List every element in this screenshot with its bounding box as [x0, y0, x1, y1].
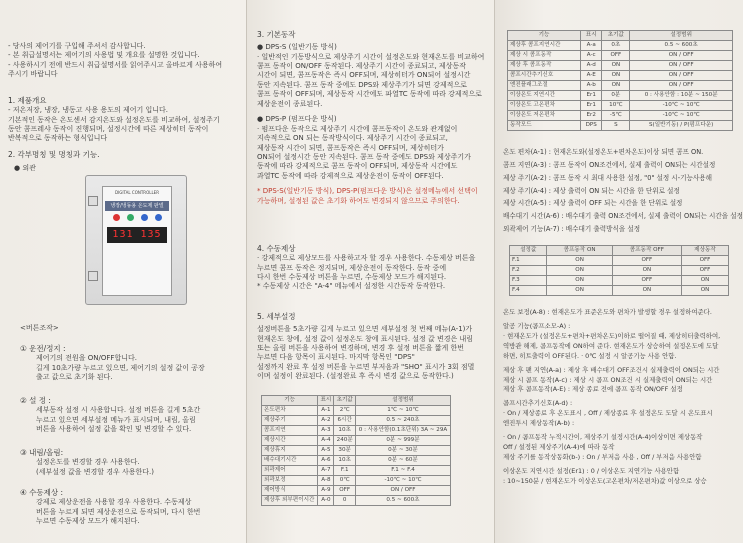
table-cell: 엔진플래그조절 — [508, 81, 581, 91]
intro-line: - 본 취급설명서는 제어기의 사용법 및 개요를 설명한 것입니다. — [8, 51, 200, 60]
table-cell: F.1 ~ F.4 — [355, 466, 450, 476]
button-item-line: 버튼을 사용하여 설정 값을 확인 및 변경할 수 있다. — [36, 425, 192, 433]
table-cell: 제상주기 — [262, 416, 318, 426]
table-row — [508, 61, 733, 71]
table-cell: -10℃ ~ 10℃ — [355, 476, 450, 486]
table-row — [510, 286, 729, 296]
button-item-line: 길게 10초가량 누르고 있으면, 제어기의 설정 값이 공장 — [36, 363, 205, 372]
button-item-line: 제어기의 전원을 ON/OFF합니다. — [36, 354, 137, 363]
button-item — [20, 344, 205, 382]
table-row — [508, 101, 733, 111]
table-cell: ON — [547, 256, 612, 266]
table-cell: F.4 — [510, 286, 547, 296]
table-cell: A-7 — [318, 466, 334, 476]
table-header: 표시 — [581, 31, 602, 41]
table-cell: A-6 — [318, 456, 334, 466]
definitions-block — [503, 146, 743, 236]
table-cell: 콤프시간추기신호 — [508, 71, 581, 81]
settings-table-b — [507, 30, 733, 131]
dps-s-line: 시간이 되면, 콤프동작은 즉시 OFF되며, 제상히터가 ON되어 설정시간 — [257, 71, 471, 80]
dps-s-title: ● DPS-S (일반기동 방식) — [257, 43, 337, 52]
intro-line: - 당사의 제어기를 구입해 주셔서 감사합니다. — [8, 42, 146, 50]
definition-line: : 10~150분 / 현재온도가 이상온도(고온편차/저온편차)값 이상으로 상승 — [503, 476, 707, 485]
table-header: 초기값 — [602, 31, 630, 41]
table-cell: F.1 — [510, 256, 547, 266]
table-cell: ON / OFF — [630, 81, 733, 91]
buttons-title: <버튼조작> — [20, 324, 59, 332]
table-header-row — [508, 31, 733, 41]
definition-line: 엔진투시 제상동작(A-b) : — [503, 419, 575, 428]
definition-line: 제상 주기(A-2) : 콤프 동작 시 최대 사용한 설정, "0" 설정 시-기능사용해 — [503, 173, 712, 182]
definition-line: 외곽제어 기능(A-7) : 배수대기 출력방식을 설정 — [503, 225, 641, 234]
table-cell: 콤프지연 — [262, 426, 318, 436]
table-cell: 온도편차 — [262, 406, 318, 416]
section-1-line: 반복적으로 동작하는 형식입니다 — [8, 134, 108, 143]
table-cell: -5℃ — [602, 111, 630, 121]
button-item-line: 강제로 제상운전을 사용할 경우 사용한다. 수동제상 — [36, 498, 192, 507]
table-cell: OFF — [602, 51, 630, 61]
hinge — [88, 196, 98, 206]
table-row — [508, 51, 733, 61]
table-cell: ON — [602, 61, 630, 71]
table-cell: 0분 — [602, 91, 630, 101]
table-cell: OFF — [681, 266, 728, 276]
dps-s-line: 제상운전이 종료된다. — [257, 99, 323, 108]
dps-s-line: 동안 지속된다. 콤프 동작 중에도 DPS와 제상주기가 되면 강제적으로 — [257, 80, 467, 89]
table-cell: OFF — [612, 256, 681, 266]
table-cell: A-5 — [318, 446, 334, 456]
device-display: 131 135 — [107, 227, 167, 243]
button-item — [20, 448, 154, 477]
set-button-dot — [127, 214, 134, 221]
section-2-sub: ● 외관 — [14, 164, 36, 173]
table-cell: A-1 — [318, 406, 334, 416]
section-3-title: 3. 기본동작 — [257, 30, 296, 39]
button-item-title: ④ 수동제상 : — [20, 488, 63, 497]
dps-p-line: 제상동작 시간이 되면, 콤프동작은 즉시 OFF되며, 제상히터가 — [257, 143, 444, 152]
button-item-title: ① 운전/정지 : — [20, 344, 66, 353]
table-header: 기능 — [508, 31, 581, 41]
device-panel — [102, 186, 172, 296]
table-cell: 외곽보정 — [262, 476, 318, 486]
button-item-line: (세부설정 값을 변경할 경우 사용한다.) — [36, 467, 155, 476]
table-cell: A-9 — [318, 486, 334, 496]
table-cell: F.2 — [510, 266, 547, 276]
dps-p-line: 과열TC 동작에 따라 강제적으로 제상운전이 동작이 OFF된다. — [257, 171, 444, 180]
table-cell: 동작모드 — [508, 121, 581, 131]
button-item-line: 버튼을 누르게 되면 제상운전으로 동작되며, 다시 한번 — [36, 507, 201, 516]
dps-p-line: · 펌프다운 동작으로 제상주기 시간에 콤프동작이 온도와 관계없이 — [257, 124, 458, 133]
dps-s-line: · 일반적인 기동방식으로 제상주기 시간이 설정온도와 현재온도를 비교하여 — [257, 52, 485, 61]
intro-line: 주시기 바랍니다 — [8, 70, 58, 79]
table-cell: 30분 — [334, 446, 356, 456]
table-cell: A-2 — [318, 416, 334, 426]
table-cell: ON — [602, 81, 630, 91]
button-item — [20, 488, 200, 526]
table-cell: 0 — [334, 496, 356, 506]
table-cell: 0분 ~ 60분 — [355, 456, 450, 466]
table-cell: 0.5 ~ 600초 — [630, 41, 733, 51]
note-line: * DPS-S(일반기동 방식), DPS-P(펌프다운 방식)은 설정메뉴에서 선택이 — [257, 187, 478, 196]
section-5-line: 누르면 다음 항목이 표시된다. 마지막 항목인 "DPS" — [257, 353, 415, 362]
definition-line: 역방관 해제, 콤프동작에 ON하여 준다. 현재온도가 상승하여 설정온도에 도달 — [503, 341, 719, 350]
table-cell: OFF — [681, 256, 728, 266]
table-cell: ON — [602, 71, 630, 81]
table-row — [510, 276, 729, 286]
page-3 — [495, 0, 743, 543]
intro-line: - 사용하시기 전에 반드시 취급설명서를 읽어주시고 올바르게 사용하여 — [8, 60, 223, 69]
section-4 — [257, 244, 475, 292]
section-4-title: 4. 수동제상 — [257, 244, 296, 253]
table-cell: 이상온도 고온편차 — [508, 101, 581, 111]
table-cell: 240분 — [334, 436, 356, 446]
table-row — [262, 496, 451, 506]
definition-line: 제상 후 팬 지연(A-a) : 제상 후 배수대기 OFF조건시 실제출력이 ON되는 시간 — [503, 365, 720, 374]
dps-p-title: ● DPS-P (펌프다운 방식) — [257, 115, 337, 124]
table-row — [262, 456, 451, 466]
table-cell: 제상시간 — [262, 436, 318, 446]
table-cell: A-E — [581, 71, 602, 81]
up-button-dot — [155, 214, 162, 221]
table-header: 표시 — [318, 396, 334, 406]
table-header: 설정범위 — [630, 31, 733, 41]
dps-s-line: 콤프 동작이 ON/OFF 동작된다. 제상주기 시간이 종료되고, 제상동작 — [257, 62, 466, 70]
table-cell: S(일반기동) / P(펌프다운) — [630, 121, 733, 131]
down-button-dot — [141, 214, 148, 221]
table-row — [262, 486, 451, 496]
table-cell: 0분 ~ 30분 — [355, 446, 450, 456]
section-1-line: - 저온저장, 냉장, 냉동고 사용 용도의 제어기 입니다. — [8, 106, 169, 115]
dps-p-line: 지속적으로 ON 되는 동작방식이다. 제상주기 시간이 종료되고, — [257, 134, 448, 143]
definition-line: 제상 시간(A-5) : 제상 출력이 OFF 되는 시간을 한 단위로 설정 — [503, 199, 683, 208]
table-cell: 외곽제어 — [262, 466, 318, 476]
table-row — [262, 446, 451, 456]
table-cell: DPS — [581, 121, 602, 131]
table-row — [262, 426, 451, 436]
table-cell: 제상후 콤프지연시간 — [508, 41, 581, 51]
table-row — [508, 81, 733, 91]
output-mode-table — [509, 245, 729, 296]
device-label: 냉장/냉동용 온도제 판넬 — [105, 201, 169, 211]
table-header: 기능 — [262, 396, 318, 406]
table-cell: ON — [681, 286, 728, 296]
table-cell: 0분 ~ 999분 — [355, 436, 450, 446]
button-item-line: 누르고 있으면 세부설정 메뉴가 표시되며, 내림, 올림 — [36, 415, 196, 424]
section-5-title: 5. 세부설정 — [257, 312, 296, 321]
section-4-line: 누르면 콤프 동작은 정지되며, 제상운전이 동작한다. 동작 중에 — [257, 263, 447, 272]
table-cell: A-d — [581, 61, 602, 71]
section-2-title: 2. 각부명칭 및 명칭과 기능. — [8, 150, 100, 159]
table-header-row — [510, 246, 729, 256]
section-3 — [257, 30, 484, 206]
definition-line: 이상온도 지연시간 설정(Er1) : 0 / 이상온도 지연기능 사용안함 — [503, 466, 680, 475]
table-cell: 2℃ — [334, 406, 356, 416]
table-cell: 제어방식 — [262, 486, 318, 496]
intro-block — [8, 42, 222, 80]
table-cell: 0 : 사용안함 : 10분 ~ 150분 — [630, 91, 733, 101]
table-header: 설정범위 — [355, 396, 450, 406]
section-4-line: 다시 한번 수동제상 버튼을 누르면, 수동제상 모드가 해지된다. — [257, 273, 447, 281]
table-cell: 제상 시 콤프동작 — [508, 51, 581, 61]
table-header: 설정값 — [510, 246, 547, 256]
table-cell: A-c — [581, 51, 602, 61]
table-cell: A-8 — [318, 476, 334, 486]
table-cell: ON — [612, 286, 681, 296]
device-buttons — [111, 213, 167, 223]
table-cell: 이상온도 저온편차 — [508, 111, 581, 121]
definition-line: 제상 주기를 동작상동화(b-) : On / 부저음 사용 , Off / 부저음 사용안함 — [503, 452, 702, 461]
table-cell: -10℃ ~ 10℃ — [630, 111, 733, 121]
table-body — [262, 406, 451, 506]
definition-line: · On / 콤프동작 누적시간이, 제상주기 설정시간(A-4)이상이면 제상동작 — [503, 433, 703, 442]
table-header: 콤프동작 ON — [547, 246, 612, 256]
table-cell: OFF — [612, 276, 681, 286]
note-line: 가능하며, 설정된 값은 초기화 하여도 변경되지 않으므로 주의한다. — [257, 196, 460, 205]
table-cell: 0 : 사용안함(0.1초단위) 3A ~ 29A — [355, 426, 450, 436]
section-5-line: 이며 설정이 완료된다. (설정완료 후 즉시 변경 값으로 동작한다.) — [257, 372, 454, 381]
definition-line: 제상 주기(A-4) : 제상 출력이 ON 되는 시간을 한 단위로 설정 — [503, 186, 680, 195]
section-5-line: 설정까지 완료 후 설정 버튼을 누르면 부저음과 "SHO" 표시가 3회 점멸 — [257, 362, 475, 371]
section-5-line: 설정버튼을 5초가량 길게 누르고 있으면 세부설정 첫 번째 메뉴(A-1)가 — [257, 325, 473, 334]
table-cell: Er1 — [581, 101, 602, 111]
table-cell: 이상온도 지연시간 — [508, 91, 581, 101]
table-row — [262, 466, 451, 476]
table-cell: ON / OFF — [630, 51, 733, 61]
table-cell: ON — [612, 266, 681, 276]
dps-p-line: ON되어 설정시간 동안 지속된다. 콤프 동작 중에도 DPS와 제상주기가 — [257, 152, 471, 161]
table-cell: 0.5 ~ 600초 — [355, 496, 450, 506]
table-row — [510, 266, 729, 276]
table-row — [508, 111, 733, 121]
table-cell: 0.5 ~ 240초 — [355, 416, 450, 426]
settings-table-a — [261, 395, 451, 506]
table-cell: Er1 — [581, 91, 602, 101]
table-row — [262, 416, 451, 426]
definition-line: 하면, 히트출력이 OFF된다. · 0℃ 설정 시 알공기능 사용 안함. — [503, 351, 677, 360]
table-cell: 제상휴지 — [262, 446, 318, 456]
table-cell: -10℃ ~ 10℃ — [630, 101, 733, 111]
table-cell: 제상후 외부편이시간 — [262, 496, 318, 506]
table-cell: A-a — [581, 41, 602, 51]
definition-line: 배수대기 시간(A-6) : 배수대기 출력 ON조건에서, 실제 출력이 ON되는 시간을 설정 — [503, 212, 743, 221]
table-cell: ON — [547, 286, 612, 296]
table-header: 콤프동작 OFF — [612, 246, 681, 256]
button-item-line: 누르면 수동제상 모드가 해지된다. — [36, 517, 140, 525]
table-row — [262, 436, 451, 446]
table-row — [508, 41, 733, 51]
section-1-line: 기본적인 동작은 온도센서 감지온도와 설정온도를 비교하여, 설정주기 — [8, 115, 220, 124]
definitions-block-2 — [503, 308, 720, 487]
table-cell: F.3 — [510, 276, 547, 286]
dps-p-line: 동작에 따라 강제적으로 콤프 동작이 OFF되며, 제상동작 시간에도 — [257, 162, 458, 171]
table-cell: ON / OFF — [630, 61, 733, 71]
table-body — [508, 41, 733, 131]
definition-line: 콤프 지연(A-3) : 콤프 동작이 ON조건에서, 실제 출력이 ON되는 시간설정 — [503, 160, 716, 169]
definition-line: · On / 제상종료 후 온도표시 , Off / 제상종료 후 설정온도 도달 시 온도표시 — [503, 409, 713, 418]
table-cell: A-0 — [318, 496, 334, 506]
table-header: 초기값 — [334, 396, 356, 406]
power-button-dot — [113, 214, 120, 221]
section-4-line: · 강제적으로 제상모드를 사용하고자 할 경우 사용한다. 수동제상 버튼을 — [257, 254, 476, 263]
definition-line: 알공 기능(콤프소모-A) : — [503, 321, 571, 330]
table-cell: Er2 — [581, 111, 602, 121]
table-cell: 6시간 — [334, 416, 356, 426]
table-row — [510, 256, 729, 266]
table-cell: 0초 — [602, 41, 630, 51]
table-cell: ON — [681, 276, 728, 286]
section-5-line: 또는 올림 버튼을 사용하여 변경하며, 변경 후 설정 버튼을 짧게 한번 — [257, 344, 465, 352]
definition-line: 온도 편차(A-1) : 현재온도와(설정온도+편차온도)이상 되면 콤프 ON. — [503, 148, 704, 156]
table-cell: A-4 — [318, 436, 334, 446]
controller-image — [85, 175, 187, 305]
table-cell: 10초 — [334, 426, 356, 436]
definition-line: 온도 보정(A-8) : 현재온도가 표준온도와 편차가 발생할 경우 설정하여준다. — [503, 308, 712, 316]
page-1 — [0, 0, 247, 543]
definition-line: 콤프시간추기신호(A-d) : — [503, 399, 573, 408]
table-row — [508, 71, 733, 81]
button-item — [20, 396, 200, 434]
section-2 — [8, 150, 100, 174]
table-cell: ON — [547, 266, 612, 276]
page-2 — [247, 0, 495, 543]
table-row — [262, 476, 451, 486]
table-cell: ON / OFF — [630, 71, 733, 81]
button-item-line: 세부동작 설정 시 사용합니다. 설정 버튼을 길게 5초간 — [36, 406, 201, 415]
hinge — [88, 271, 98, 281]
section-1-line: 동안 콤프레샤 동작이 진행되며, 설정시간에 따른 제상히터 동작이 — [8, 125, 209, 133]
definition-line: · 현재온도가 (설정온도+편차+편차온도)이하로 떨어질 때, 제상히터출력하여, — [503, 331, 721, 340]
button-item-line: 설정온도를 변경할 경우 사용한다. — [36, 458, 140, 467]
definition-line: Off / 설정된 제상주기(A-4)에 따라 동작 — [503, 443, 615, 452]
section-1 — [8, 96, 220, 144]
definition-line: 제상 시 콤프 동작(A-c) : 제상 시 콤프 ON조건 시 실제출력이 ON되는 시간 — [503, 375, 713, 384]
button-item-title: ③ 내림/올림: — [20, 448, 64, 457]
button-item-title: ② 설 정 : — [20, 396, 51, 405]
section-5 — [257, 312, 474, 382]
section-4-line: * 수동제상 시간은 "A-4" 메뉴에서 설정한 시간동작 동작한다. — [257, 282, 446, 291]
dps-s-line: 콤프 동작이 OFF되며, 제상동작 시간에도 파열TC 동작에 따라 강제적으로 — [257, 90, 482, 99]
table-cell: 제상 후 콤프동작 — [508, 61, 581, 71]
table-cell: OFF — [334, 486, 356, 496]
table-cell: 0℃ — [334, 476, 356, 486]
table-cell: 배수대기시간 — [262, 456, 318, 466]
table-body — [510, 256, 729, 296]
table-cell: 1℃ ~ 10℃ — [355, 406, 450, 416]
table-cell: ON / OFF — [355, 486, 450, 496]
table-header: 제상동작 — [681, 246, 728, 256]
section-1-title: 1. 제품개요 — [8, 96, 47, 105]
button-item-line: 출고 값으로 초기화 된다. — [36, 373, 113, 381]
table-cell: 10초 — [334, 456, 356, 466]
table-cell: A-b — [581, 81, 602, 91]
table-row — [262, 406, 451, 416]
table-row — [508, 91, 733, 101]
section-5-line: 현재온도 창에, 설정 값이 설정온도 창에 표시된다. 설정 값 변경은 내림 — [257, 334, 474, 343]
table-cell: 10℃ — [602, 101, 630, 111]
table-cell: S — [602, 121, 630, 131]
table-row — [508, 121, 733, 131]
table-cell: A-3 — [318, 426, 334, 436]
table-header-row — [262, 396, 451, 406]
definition-line: 제상 후 콤프동작(A-E) : 제상 종료 전에 콤프 동작 ON/OFF 설정 — [503, 385, 683, 394]
table-cell: ON — [547, 276, 612, 286]
device-title: DIGITAL CONTROLLER — [115, 190, 159, 195]
table-cell: F.1 — [334, 466, 356, 476]
